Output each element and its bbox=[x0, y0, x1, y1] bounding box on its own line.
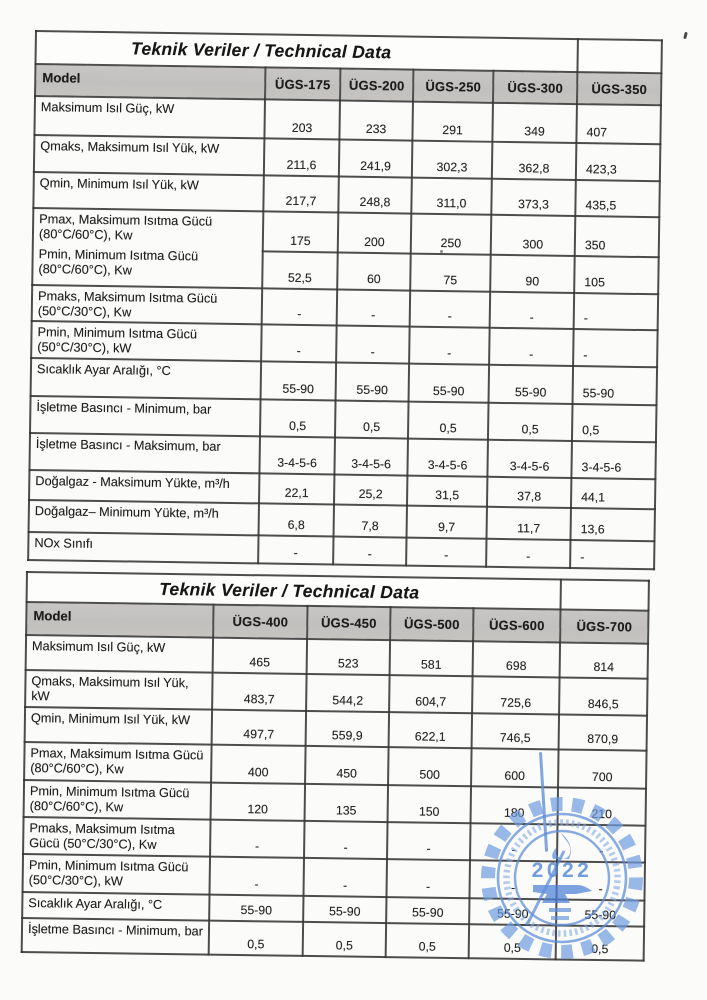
row-label-cell: NOx Sınıfı bbox=[28, 532, 258, 563]
value-cell: 3-4-5-6 bbox=[571, 441, 656, 479]
value-cell: 3-4-5-6 bbox=[259, 436, 335, 474]
value-cell: 500 bbox=[388, 747, 472, 786]
value-cell: 311,0 bbox=[411, 178, 492, 215]
value-cell: - bbox=[574, 293, 659, 330]
value-cell: 846,5 bbox=[559, 677, 648, 715]
value-cell: 60 bbox=[337, 252, 411, 291]
value-cell: 0,5 bbox=[572, 404, 657, 442]
row-label-cell: Qmin, Minimum Isıl Yük, kW bbox=[33, 172, 264, 211]
row-label-cell: Doğalgaz– Minimum Yükte, m³/h bbox=[29, 500, 259, 535]
column-header: ÜGS-400 bbox=[213, 605, 307, 639]
row-label-cell: Pmaks, Maksimum Isıtma Gücü (50°C/30°C), Kw bbox=[32, 285, 263, 325]
value-cell: - bbox=[210, 820, 305, 858]
value-cell: 0,5 bbox=[469, 924, 557, 959]
technical-data-table-1 bbox=[27, 30, 661, 570]
value-cell: 483,7 bbox=[212, 673, 307, 711]
row-label-cell: Pmin, Minimum Isıtma Gücü (80°C/60°C), Kw bbox=[24, 780, 211, 820]
value-cell: 211,6 bbox=[264, 138, 340, 176]
row-label-cell: Sıcaklık Ayar Aralığı, °C bbox=[31, 358, 262, 399]
value-cell: 3-4-5-6 bbox=[407, 438, 488, 476]
value-cell: 746,5 bbox=[472, 713, 560, 749]
value-cell: 559,9 bbox=[306, 711, 389, 747]
value-cell: - bbox=[386, 859, 470, 898]
value-cell: 400 bbox=[211, 745, 306, 784]
value-cell: 241,9 bbox=[339, 140, 413, 178]
value-cell: 604,7 bbox=[389, 675, 473, 713]
table-row bbox=[22, 918, 644, 961]
value-cell: 622,1 bbox=[389, 712, 472, 748]
value-cell: 698 bbox=[473, 641, 561, 677]
value-cell: 291 bbox=[412, 102, 493, 142]
value-cell: 31,5 bbox=[407, 475, 487, 506]
column-header: ÜGS-450 bbox=[307, 606, 390, 640]
value-cell: 217,7 bbox=[263, 175, 339, 212]
column-header: ÜGS-300 bbox=[493, 71, 577, 104]
value-cell: - bbox=[304, 821, 388, 859]
value-cell: 435,5 bbox=[575, 180, 660, 217]
value-cell: 55-90 bbox=[261, 361, 337, 400]
value-cell: 0,5 bbox=[209, 921, 303, 956]
value-cell: 248,8 bbox=[338, 177, 412, 214]
value-cell: 75 bbox=[410, 253, 491, 292]
row-label-cell: İşletme Basıncı - Maksimum, bar bbox=[29, 433, 260, 473]
value-cell: 362,8 bbox=[492, 142, 577, 180]
column-header: ÜGS-700 bbox=[560, 609, 648, 643]
value-cell: 600 bbox=[471, 748, 559, 787]
value-cell: 581 bbox=[390, 640, 473, 676]
value-cell: - bbox=[262, 289, 338, 326]
value-cell: 349 bbox=[492, 103, 577, 143]
row-label-cell: Maksimum Isıl Güç, kW bbox=[34, 96, 265, 138]
row-label-cell: İşletme Basıncı - Minimum, bar bbox=[30, 396, 261, 436]
value-cell: 150 bbox=[388, 785, 472, 823]
value-cell: 302,3 bbox=[412, 141, 493, 179]
row-label-cell: Pmaks, Maksimum Isıtma Gücü (50°C/30°C), Kw bbox=[23, 817, 210, 857]
value-cell: 3-4-5-6 bbox=[334, 437, 408, 475]
value-cell: - bbox=[486, 538, 570, 567]
value-cell: - bbox=[409, 327, 490, 364]
value-cell: 105 bbox=[574, 256, 659, 295]
value-cell: 3-4-5-6 bbox=[487, 439, 572, 477]
row-label-cell: Sıcaklık Ayar Aralığı, °C bbox=[22, 892, 209, 921]
value-cell: 725,6 bbox=[472, 676, 560, 714]
technical-data-table-1-grid bbox=[27, 30, 663, 570]
value-cell: 544,2 bbox=[306, 674, 390, 712]
value-cell: 55-90 bbox=[336, 362, 410, 401]
value-cell: 180 bbox=[471, 786, 559, 824]
value-cell: 450 bbox=[305, 746, 389, 785]
value-cell: 0,5 bbox=[556, 925, 644, 960]
value-cell: 55-90 bbox=[303, 896, 386, 923]
value-cell: 135 bbox=[305, 784, 389, 822]
table-title: Teknik Veriler / Technical Data bbox=[27, 572, 561, 609]
row-label: Pmax, Maksimum Isıtma Gücü (80°C/60°C), Kw bbox=[38, 211, 213, 243]
value-cell: 55-90 bbox=[489, 364, 574, 403]
value-cell: 11,7 bbox=[487, 506, 571, 539]
value-cell: 523 bbox=[307, 639, 390, 675]
value-cell: - bbox=[337, 290, 411, 327]
value-cell: 0,5 bbox=[386, 923, 469, 958]
value-cell: 700 bbox=[558, 749, 647, 788]
value-cell: 6,8 bbox=[259, 503, 334, 536]
value-cell: 90 bbox=[490, 255, 575, 294]
table-row bbox=[33, 208, 660, 257]
value-cell: 55-90 bbox=[573, 366, 658, 405]
value-cell: - bbox=[490, 292, 575, 329]
value-cell: 13,6 bbox=[571, 508, 655, 541]
value-cell: - bbox=[336, 326, 410, 363]
value-cell: 9,7 bbox=[407, 505, 487, 538]
value-cell: 870,9 bbox=[559, 714, 647, 750]
value-cell: 55-90 bbox=[409, 363, 490, 402]
value-cell: 0,5 bbox=[488, 402, 573, 440]
value-cell: 350 bbox=[575, 216, 660, 257]
value-cell: - bbox=[557, 824, 646, 862]
column-header: ÜGS-250 bbox=[413, 70, 493, 103]
value-cell: - bbox=[209, 857, 304, 896]
value-cell: 423,3 bbox=[576, 143, 661, 181]
row-label-cell: Pmin, Minimum Isıtma Gücü (50°C/30°C), kW bbox=[31, 321, 262, 361]
row-label: Pmin, Minimum Isıtma Gücü (80°C/60°C), Kw bbox=[38, 246, 199, 278]
value-cell: 250 bbox=[411, 214, 492, 255]
row-label-cell: Doğalgaz - Maksimum Yükte, m³/h bbox=[29, 470, 259, 503]
scan-artifact-speck bbox=[683, 32, 688, 40]
value-cell: - bbox=[470, 823, 558, 861]
row-label-cell: Qmaks, Maksimum Isıl Yük, kW bbox=[34, 135, 265, 175]
value-cell: 814 bbox=[560, 642, 648, 678]
value-cell: 55-90 bbox=[386, 897, 469, 924]
value-cell: - bbox=[387, 822, 471, 860]
value-cell: 497,7 bbox=[212, 710, 306, 746]
value-cell: 55-90 bbox=[209, 895, 303, 922]
row-label-cell: Qmaks, Maksimum Isıl Yük, kW bbox=[25, 670, 212, 710]
value-cell: - bbox=[410, 291, 491, 328]
value-cell: 200 bbox=[338, 213, 412, 254]
title-spacer-cell bbox=[561, 579, 649, 610]
technical-data-table-2 bbox=[21, 571, 648, 962]
value-cell: 465 bbox=[213, 638, 307, 674]
row-label-cell: İşletme Basıncı - Minimum, bar bbox=[22, 918, 209, 955]
value-cell: 52,5 bbox=[262, 251, 338, 290]
row-label-cell: Pmin, Minimum Isıtma Gücü (50°C/30°C), kW bbox=[23, 854, 211, 895]
row-label-cell: Qmin, Minimum Isıl Yük, kW bbox=[25, 707, 212, 745]
column-header: ÜGS-175 bbox=[265, 67, 340, 100]
model-header-cell: Model bbox=[35, 64, 265, 99]
value-cell: 0,5 bbox=[303, 922, 386, 957]
column-header: ÜGS-350 bbox=[577, 72, 661, 105]
value-cell: - bbox=[557, 861, 646, 900]
row-label-cell: Pmax, Maksimum Isıtma Gücü (80°C/60°C), Kw bbox=[24, 742, 212, 783]
value-cell: - bbox=[333, 536, 406, 565]
value-cell: 55-90 bbox=[556, 899, 644, 926]
value-cell: 55-90 bbox=[469, 898, 556, 925]
value-cell: - bbox=[261, 325, 337, 362]
column-header: ÜGS-600 bbox=[473, 608, 560, 642]
value-cell: 175 bbox=[263, 211, 339, 252]
title-spacer-cell bbox=[577, 39, 661, 73]
row-label-cell: Maksimum Isıl Güç, kW bbox=[26, 635, 213, 673]
value-cell: 300 bbox=[491, 215, 576, 256]
value-cell: 373,3 bbox=[491, 179, 576, 216]
column-header: ÜGS-500 bbox=[390, 607, 473, 641]
value-cell: - bbox=[573, 329, 658, 366]
value-cell: 120 bbox=[211, 783, 306, 821]
value-cell: - bbox=[489, 328, 574, 365]
value-cell: 0,5 bbox=[335, 400, 409, 438]
value-cell: - bbox=[570, 540, 654, 569]
value-cell: 37,8 bbox=[487, 476, 571, 507]
value-cell: 233 bbox=[339, 101, 413, 141]
value-cell: 7,8 bbox=[334, 504, 407, 537]
model-header-cell: Model bbox=[26, 602, 213, 638]
value-cell: 22,1 bbox=[259, 473, 334, 504]
stamp-year: 2022 bbox=[531, 859, 593, 882]
value-cell: 203 bbox=[264, 99, 340, 139]
value-cell: 0,5 bbox=[260, 399, 336, 437]
technical-data-table-2-grid bbox=[21, 571, 650, 962]
row-label-cell bbox=[32, 208, 263, 289]
table-title: Teknik Veriler / Technical Data bbox=[35, 31, 577, 72]
value-cell: - bbox=[406, 537, 486, 566]
value-cell: 407 bbox=[576, 104, 661, 144]
value-cell: - bbox=[469, 860, 557, 899]
value-cell: 25,2 bbox=[334, 474, 407, 505]
value-cell: 44,1 bbox=[571, 478, 655, 509]
value-cell: 0,5 bbox=[408, 401, 489, 439]
column-header: ÜGS-200 bbox=[340, 69, 413, 102]
value-cell: - bbox=[258, 535, 333, 564]
value-cell: - bbox=[303, 858, 387, 897]
value-cell: 210 bbox=[558, 787, 647, 825]
